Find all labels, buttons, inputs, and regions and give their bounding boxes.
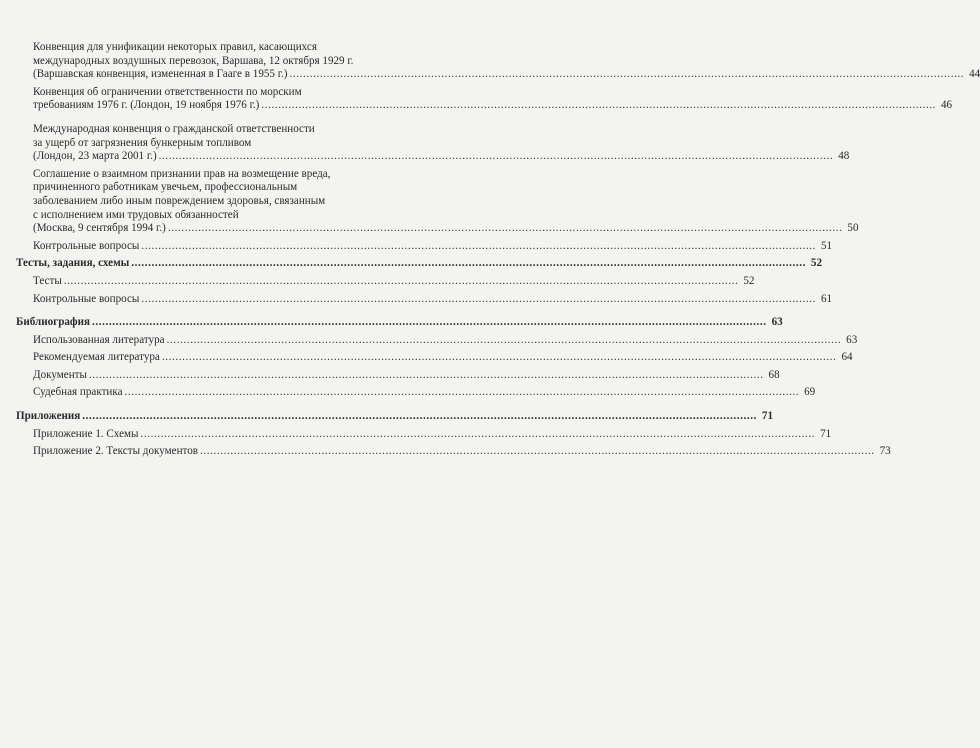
toc-entry-title: Использованная литература — [33, 333, 165, 346]
toc-page-number: 44 — [969, 68, 980, 81]
dot-leader: ........................................................................................................................................................................................................ — [141, 239, 817, 252]
toc-entry-title: Приложение 1. Схемы — [33, 427, 139, 440]
toc-entry-last-line — [33, 333, 858, 348]
dot-leader: ........................................................................................................................................................................................................ — [200, 445, 875, 458]
toc-entry-title: Контрольные вопросы — [33, 239, 140, 252]
toc-page-number: 71 — [820, 427, 832, 440]
dot-leader: ........................................................................................................................................................................................................ — [91, 316, 767, 329]
toc-entry — [16, 257, 822, 271]
toc-entry-line: за ущерб от загрязнения бункерным топливом — [33, 136, 252, 149]
toc-entry-last-line — [33, 99, 953, 113]
toc-entry-last-line — [33, 292, 833, 307]
toc-entry-title: Документы — [33, 368, 87, 381]
toc-entry-last-line — [33, 386, 816, 400]
dot-leader: ........................................................................................................................................................................................................ — [131, 257, 806, 270]
toc-entry-title: Тесты, задания, схемы — [16, 257, 130, 270]
toc-entry-line: Соглашение о взаимном признании прав на возмещение вреда, — [33, 167, 331, 180]
toc-page-number: 69 — [804, 386, 816, 399]
toc-entry-title: Приложения — [16, 410, 81, 423]
dot-leader: ........................................................................................................................................................................................................ — [63, 274, 739, 287]
toc-entry — [16, 41, 980, 82]
toc-entry — [16, 445, 891, 459]
toc-entry-last-line — [33, 427, 832, 442]
toc-entry-last-line — [33, 445, 891, 459]
toc-entry-title: Тесты — [33, 274, 62, 287]
toc-entry-title: Судебная практика — [33, 386, 123, 399]
dot-leader: ........................................................................................................................................................................................................ — [158, 150, 834, 163]
toc-entry-line: международных воздушных перевозок, Варшава, 12 октября 1929 г. — [33, 54, 354, 67]
toc-entry-last-line — [16, 316, 783, 330]
toc-page-number: 48 — [838, 150, 850, 163]
dot-leader: ........................................................................................................................................................................................................ — [161, 351, 837, 364]
toc-entry-title: Рекомендуемая литература — [33, 351, 160, 364]
toc-entry — [16, 167, 859, 236]
toc-entry-last-line — [33, 351, 853, 365]
table-of-contents — [16, 41, 980, 459]
toc-entry — [16, 368, 780, 383]
toc-entry-line: причиненного работникам увечьем, профессиональным — [33, 181, 298, 194]
toc-entry — [16, 239, 833, 254]
toc-page-number: 52 — [810, 257, 822, 270]
toc-entry — [16, 316, 783, 330]
toc-page-number: 52 — [743, 274, 755, 287]
dot-leader: ........................................................................................................................................................................................................ — [261, 99, 937, 112]
toc-page-number: 50 — [847, 222, 859, 235]
toc-entry-title: требованиям 1976 г. (Лондон, 19 ноября 1976 г.) — [33, 99, 260, 112]
toc-entry-title: (Москва, 9 сентября 1994 г.) — [33, 222, 166, 235]
dot-leader: ........................................................................................................................................................................................................ — [289, 68, 965, 81]
toc-entry — [16, 427, 832, 442]
toc-page-number: 51 — [820, 239, 833, 252]
toc-entry — [16, 274, 755, 289]
toc-entry — [16, 410, 773, 424]
toc-page-number: 63 — [846, 333, 858, 346]
toc-entry — [16, 292, 833, 307]
toc-entry — [16, 85, 953, 113]
toc-page-number: 61 — [820, 292, 833, 305]
toc-entry-title: Библиография — [16, 316, 90, 329]
toc-entry-last-line — [33, 239, 833, 254]
toc-entry-title: (Лондон, 23 марта 2001 г.) — [33, 150, 157, 163]
toc-entry-line: Международная конвенция о гражданской ответственности — [33, 122, 315, 135]
toc-page-number: 73 — [879, 445, 891, 458]
dot-leader: ........................................................................................................................................................................................................ — [140, 427, 816, 440]
toc-entry-title: Контрольные вопросы — [33, 292, 140, 305]
toc-page-number: 64 — [841, 351, 853, 364]
toc-entry-title: (Варшавская конвенция, измененная в Гааге в 1955 г.) — [33, 68, 288, 81]
dot-leader: ........................................................................................................................................................................................................ — [82, 410, 757, 423]
toc-entry-last-line — [33, 274, 755, 289]
dot-leader: ........................................................................................................................................................................................................ — [88, 368, 764, 381]
toc-entry-last-line — [16, 410, 773, 424]
toc-page-number: 46 — [940, 99, 953, 112]
toc-entry-line: Конвенция для унификации некоторых правил, касающихся — [33, 41, 317, 53]
toc-entry-last-line — [33, 368, 780, 383]
dot-leader: ........................................................................................................................................................................................................ — [166, 333, 842, 346]
toc-page-number: 63 — [771, 316, 783, 329]
dot-leader: ........................................................................................................................................................................................................ — [167, 222, 843, 235]
toc-entry — [16, 386, 816, 400]
toc-entry-last-line — [16, 257, 822, 271]
toc-entry-line: заболеванием либо иным повреждением здоровья, связанным — [33, 194, 326, 207]
dot-leader: ........................................................................................................................................................................................................ — [141, 292, 817, 305]
toc-page-number: 71 — [761, 410, 773, 423]
toc-entry — [16, 122, 850, 164]
toc-entry-last-line — [33, 150, 850, 164]
toc-entry-line: с исполнением ими трудовых обязанностей — [33, 208, 239, 221]
dot-leader: ........................................................................................................................................................................................................ — [124, 386, 800, 399]
toc-page-number: 68 — [768, 368, 780, 381]
toc-entry-line: Конвенция об ограничении ответственности по морским — [33, 85, 302, 98]
toc-entry-last-line — [33, 222, 859, 236]
toc-entry — [16, 333, 858, 348]
toc-entry-last-line — [33, 68, 980, 82]
toc-entry — [16, 351, 853, 365]
toc-entry-title: Приложение 2. Тексты документов — [33, 445, 198, 458]
